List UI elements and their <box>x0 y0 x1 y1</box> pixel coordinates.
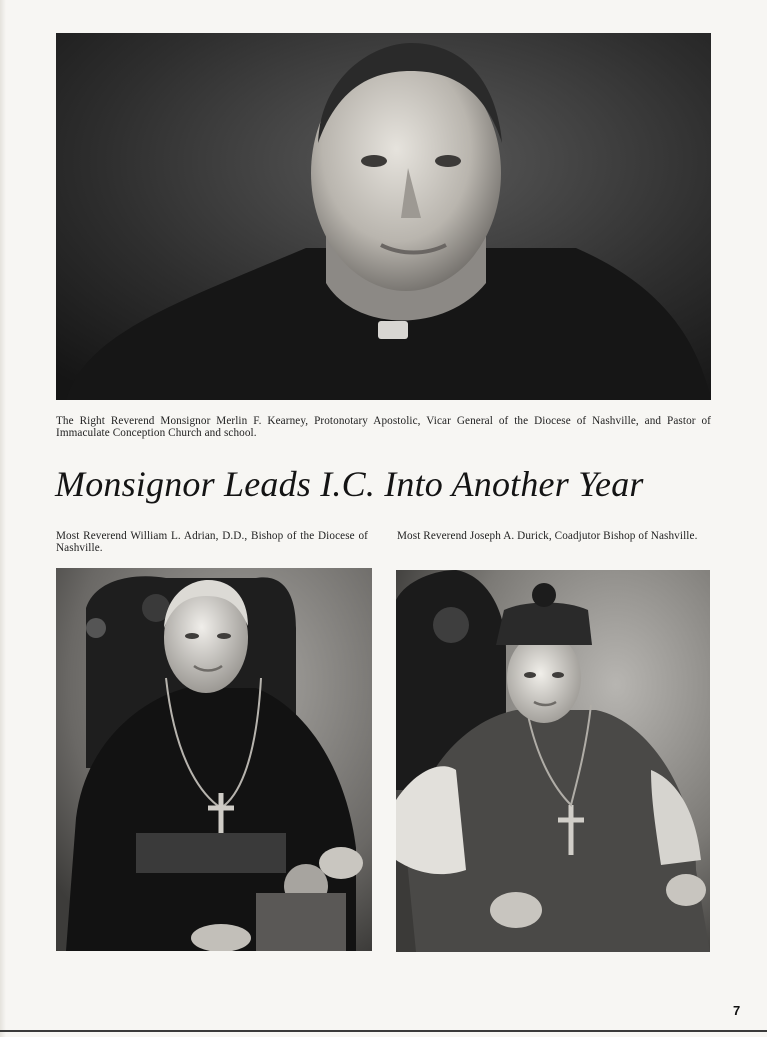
bottom-rule <box>0 1030 767 1032</box>
page-edge-shadow <box>0 0 6 1037</box>
bishop-adrian-image <box>56 568 372 951</box>
bishop-durick-image <box>396 570 710 952</box>
bishop-adrian-caption: Most Reverend William L. Adrian, D.D., Bishop of the Diocese of Nashville. <box>56 530 368 554</box>
bishop-durick-photo <box>396 570 710 952</box>
bishop-adrian-photo <box>56 568 372 951</box>
monsignor-portrait-photo <box>56 33 711 400</box>
monsignor-portrait-image <box>56 33 711 400</box>
page-headline: Monsignor Leads I.C. Into Another Year <box>55 464 644 504</box>
page-number: 7 <box>733 1003 741 1018</box>
monsignor-photo-caption: The Right Reverend Monsignor Merlin F. Kearney, Protonotary Apostolic, Vicar General of the Diocese of Nashville, and Pastor of Immaculate Conception Church and school. <box>56 415 711 439</box>
bishop-durick-caption: Most Reverend Joseph A. Durick, Coadjutor Bishop of Nashville. <box>397 530 698 542</box>
